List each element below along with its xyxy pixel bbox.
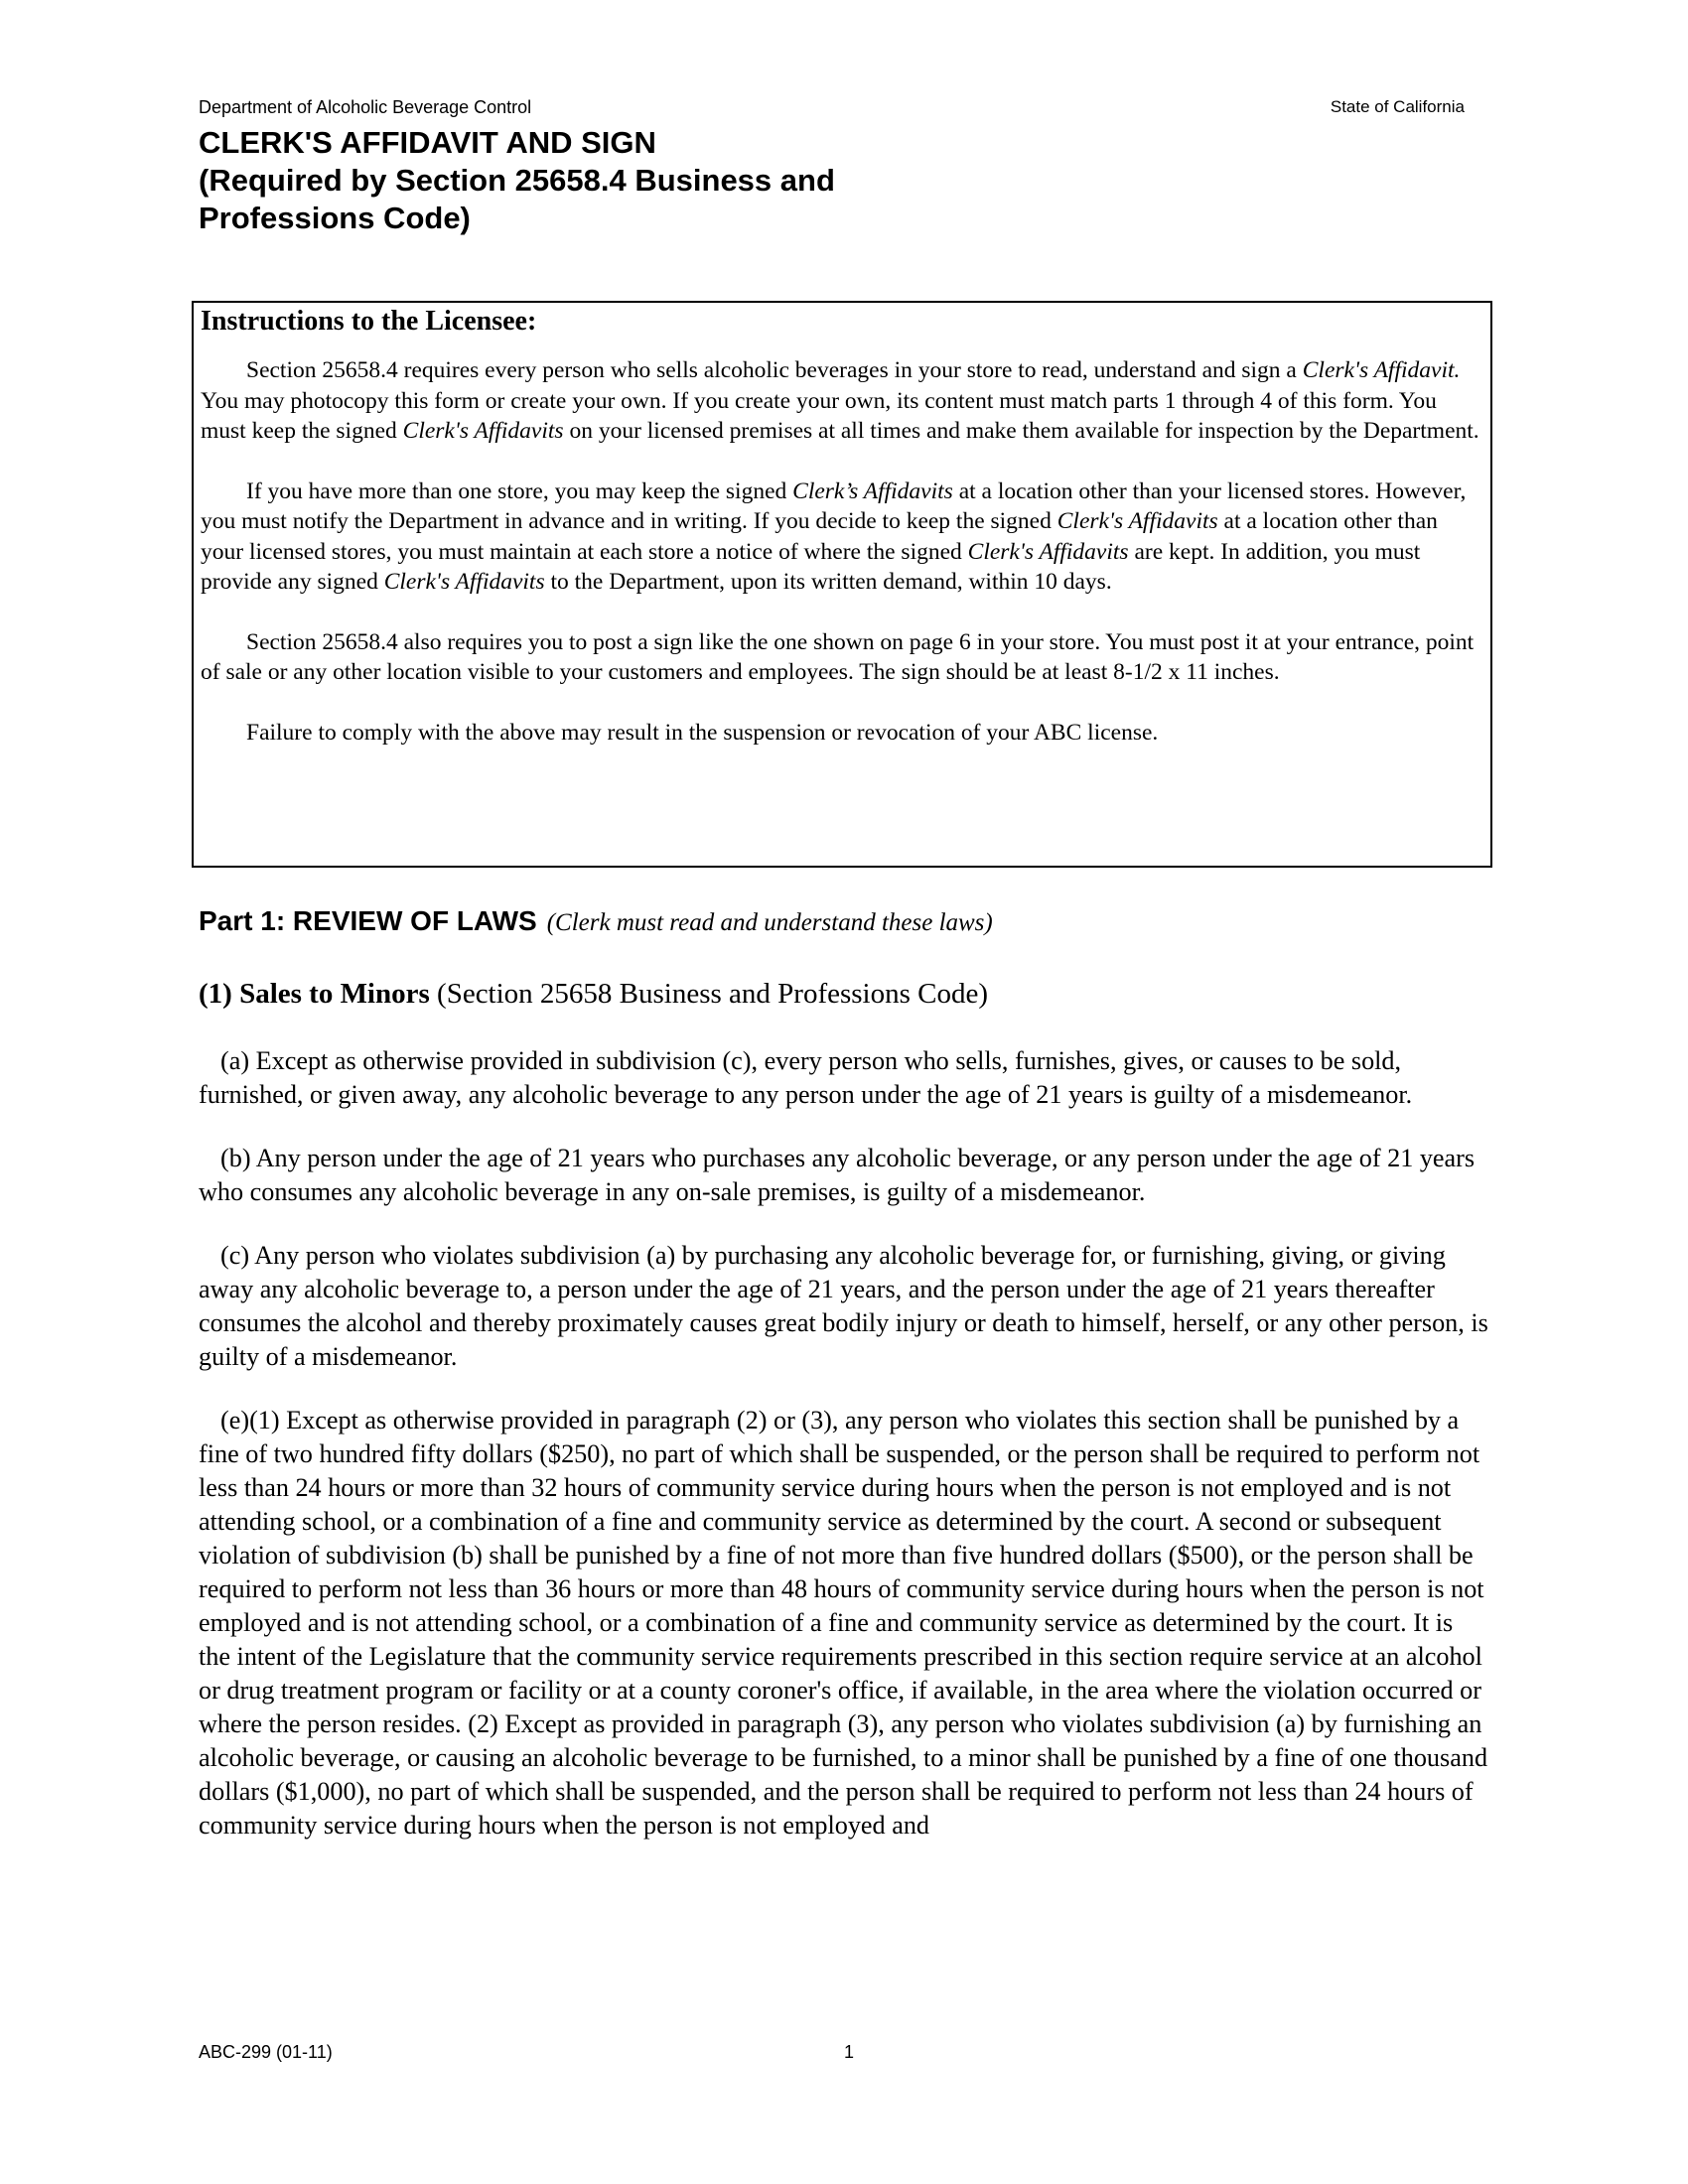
form-title <box>199 124 993 237</box>
instructions-p2-text-i: to the Department, upon its written demand, within 10 days. <box>544 569 1112 595</box>
instructions-p2-text-a: If you have more than one store, you may keep the signed <box>246 478 793 504</box>
law-paragraph-e: (e)(1) Except as otherwise provided in paragraph (2) or (3), any person who violates this section shall be punished by a fine of two hundred fifty dollars ($250), no part of which shall be suspended, or the person shall be required to perform not less than 24 hours or more than 32 hours of community service during hours when the person is not employed and is not attending school, or a combination of a fine and community service as determined by the court. A second or subsequent violation of subdivision (b) shall be punished by a fine of not more than five hundred dollars ($500), or the person shall be required to perform not less than 36 hours or more than 48 hours of community service during hours when the person is not employed and is not attending school, or a combination of a fine and community service as determined by the court. It is the intent of the Legislature that the community service requirements prescribed in this section require service at an alcohol or drug treatment program or facility or at a county coroner's office, if available, in the area where the violation occurred or where the person resides. (2) Except as provided in paragraph (3), any person who violates subdivision (a) by furnishing an alcoholic beverage, or causing an alcoholic beverage to be furnished, to a minor shall be punished by a fine of one thousand dollars ($1,000), no part of which shall be suspended, and the person shall be required to perform not less than 24 hours of community service during hours when the person is not employed and <box>199 1406 1488 1840</box>
instructions-p1-text-e: on your licensed premises at all times and make them available for inspection by the Department. <box>563 418 1479 444</box>
instructions-p2-text-g: are kept. In addition, you must provide any signed <box>201 538 1421 595</box>
instructions-p1-emphasis-d: Clerk's Affidavits <box>402 418 564 444</box>
instructions-title: Instructions to the Licensee: <box>201 306 537 337</box>
instructions-paragraph-1 <box>201 355 1484 447</box>
instructions-p2-text-e: at a location other than your licensed stores, you must maintain at each store a notice of where the signed <box>201 508 1438 565</box>
state-name: State of California <box>1330 97 1465 116</box>
law-paragraph-b: (b) Any person under the age of 21 years who purchases any alcoholic beverage, or any person under the age of 21 years who consumes any alcoholic beverage in any on-sale premises, is guilty of a misdemeanor. <box>199 1144 1476 1206</box>
instructions-p2-emphasis-b: Clerk’s Affidavits <box>792 478 953 504</box>
instructions-p2-emphasis-d: Clerk's Affidavits <box>1056 508 1218 534</box>
instructions-p2-emphasis-f: Clerk's Affidavits <box>967 538 1129 565</box>
part-1-subtitle: (Clerk must read and understand these laws) <box>546 909 993 936</box>
instructions-p2-text-c: at a location other than your licensed stores. However, you must notify the Department in advance and in writing. If you decide to keep the signed <box>201 478 1467 534</box>
form-title-line-3: Professions Code) <box>199 201 471 235</box>
form-number: ABC-299 (01-11) <box>199 2042 333 2062</box>
instructions-p1-text-c: You may photocopy this form or create your own. If you create your own, its content must match parts 1 through 4 of this form. You must keep the signed <box>201 387 1437 444</box>
form-title-line-2: (Required by Section 25658.4 Business and <box>199 163 835 198</box>
section-1-body <box>199 1044 1489 1872</box>
part-1-title: Part 1: REVIEW OF LAWS <box>199 905 537 936</box>
section-1-title: (1) Sales to Minors <box>199 978 430 1010</box>
form-title-line-1: CLERK'S AFFIDAVIT AND SIGN <box>199 125 656 160</box>
instructions-p1-text-a: Section 25658.4 requires every person who sells alcoholic beverages in your store to read, understand and sign a <box>246 357 1303 383</box>
instructions-paragraph-4: Failure to comply with the above may result in the suspension or revocation of your ABC license. <box>246 719 1159 746</box>
part-1-heading <box>199 905 1489 937</box>
agency-name: Department of Alcoholic Beverage Control <box>199 97 532 117</box>
law-paragraph-a: (a) Except as otherwise provided in subdivision (c), every person who sells, furnishes, gives, or causes to be sold, furnished, or given away, any alcoholic beverage to any person under the age of 21 years is guilty of a misdemeanor. <box>199 1046 1413 1109</box>
law-paragraph-c: (c) Any person who violates subdivision (a) by purchasing any alcoholic beverage for, or furnishing, giving, or giving away any alcoholic beverage to, a person under the age of 21 years, and the person under the age of 21 years thereafter consumes the alcohol and thereby proximately causes great bodily injury or death to himself, herself, or any other person, is guilty of a misdemeanor. <box>199 1241 1488 1371</box>
instructions-p1-emphasis-b: Clerk's Affidavit. <box>1302 357 1461 383</box>
instructions-paragraph-3: Section 25658.4 also requires you to post a sign like the one shown on page 6 in your store. You must post it at your entrance, point of sale or any other location visible to your customers and employees. The sign should be at least 8-1/2 x 11 inches. <box>201 628 1475 685</box>
instructions-paragraph-2 <box>201 477 1484 598</box>
page-number: 1 <box>844 2042 855 2062</box>
instructions-p2-emphasis-h: Clerk's Affidavits <box>383 569 545 595</box>
section-1-heading <box>199 978 1489 1011</box>
instructions-box <box>192 301 1492 868</box>
section-1-citation: (Section 25658 Business and Professions Code) <box>429 978 989 1010</box>
